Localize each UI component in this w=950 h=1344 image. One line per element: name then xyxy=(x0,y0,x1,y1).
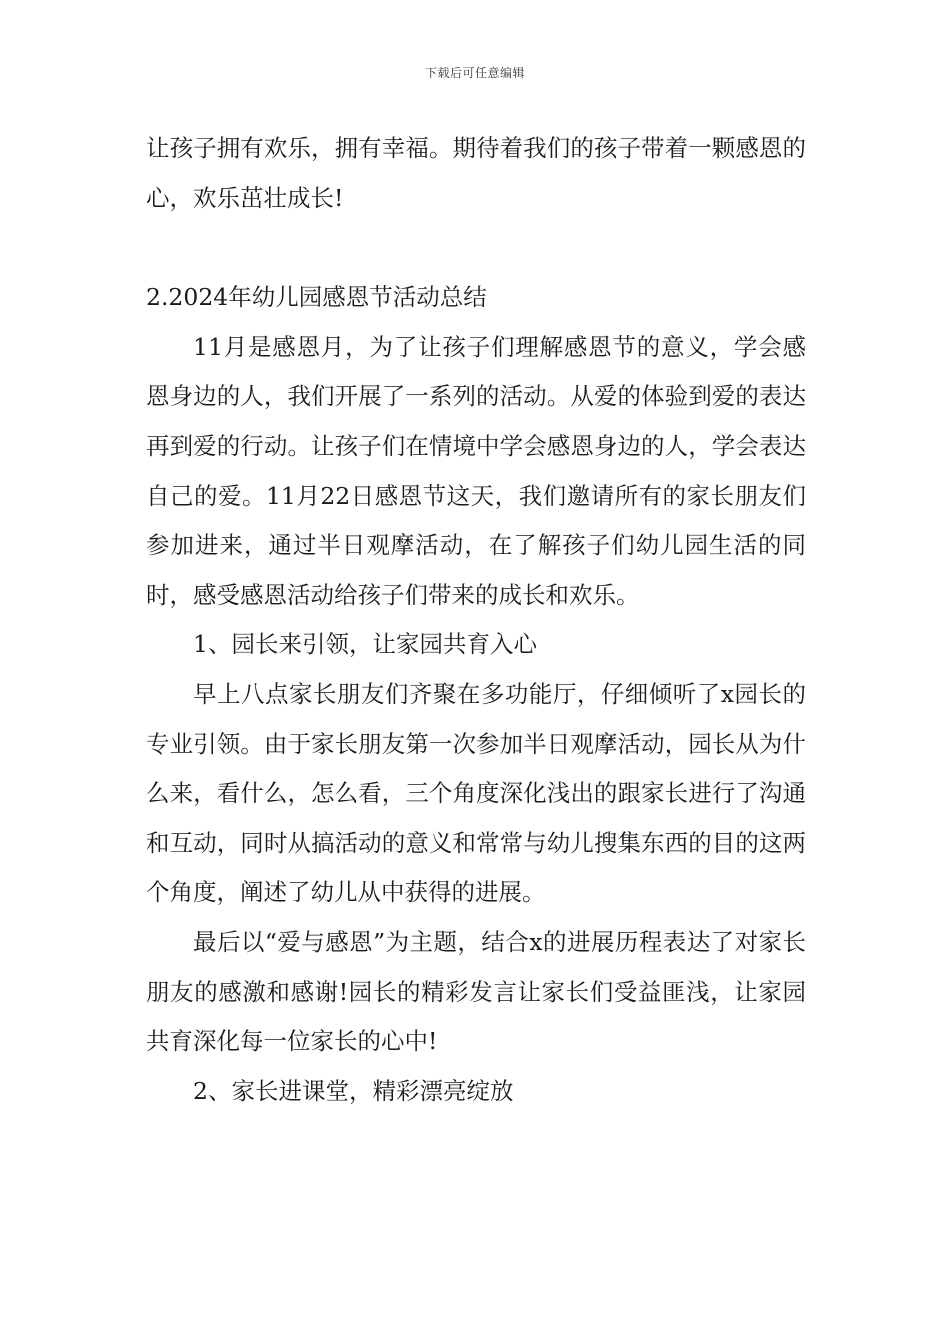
body-paragraph-1: 早上八点家长朋友们齐聚在多功能厅，仔细倾听了x园长的专业引领。由于家长朋友第一次参加半日观摩活动，园长从为什么来，看什么，怎么看，三个角度深化浅出的跟家长进行了沟通和互动，同时从搞活动的意义和常常与幼儿搜集东西的目的这两个角度，阐述了幼儿从中获得的进展。 xyxy=(146,679,806,907)
subheading-1: 1、园长来引领，让家园共育入心 xyxy=(193,630,537,659)
section-title: 2.2024年幼儿园感恩节活动总结 xyxy=(146,283,487,312)
subheading-2: 2、家长进课堂，精彩漂亮绽放 xyxy=(193,1076,514,1105)
body-paragraph-2: 最后以“爱与感恩”为主题，结合x的进展历程表达了对家长朋友的感激和感谢!园长的精彩发言让家长们受益匪浅，让家园共育深化每一位家长的心中! xyxy=(146,927,806,1056)
document-body xyxy=(146,124,806,1116)
closing-paragraph: 让孩子拥有欢乐，拥有幸福。期待着我们的孩子带着一颗感恩的心，欢乐茁壮成长! xyxy=(146,134,806,212)
page-header: 下载后可任意编辑 xyxy=(424,66,525,80)
section-gap xyxy=(146,223,806,273)
intro-paragraph: 11月是感恩月，为了让孩子们理解感恩节的意义，学会感恩身边的人，我们开展了一系列的活动。从爱的体验到爱的表达再到爱的行动。让孩子们在情境中学会感恩身边的人，学会表达自己的爱。11月22日感恩节这天，我们邀请所有的家长朋友们参加进来，通过半日观摩活动，在了解孩子们幼儿园生活的同时，感受感恩活动给孩子们带来的成长和欢乐。 xyxy=(146,332,806,609)
